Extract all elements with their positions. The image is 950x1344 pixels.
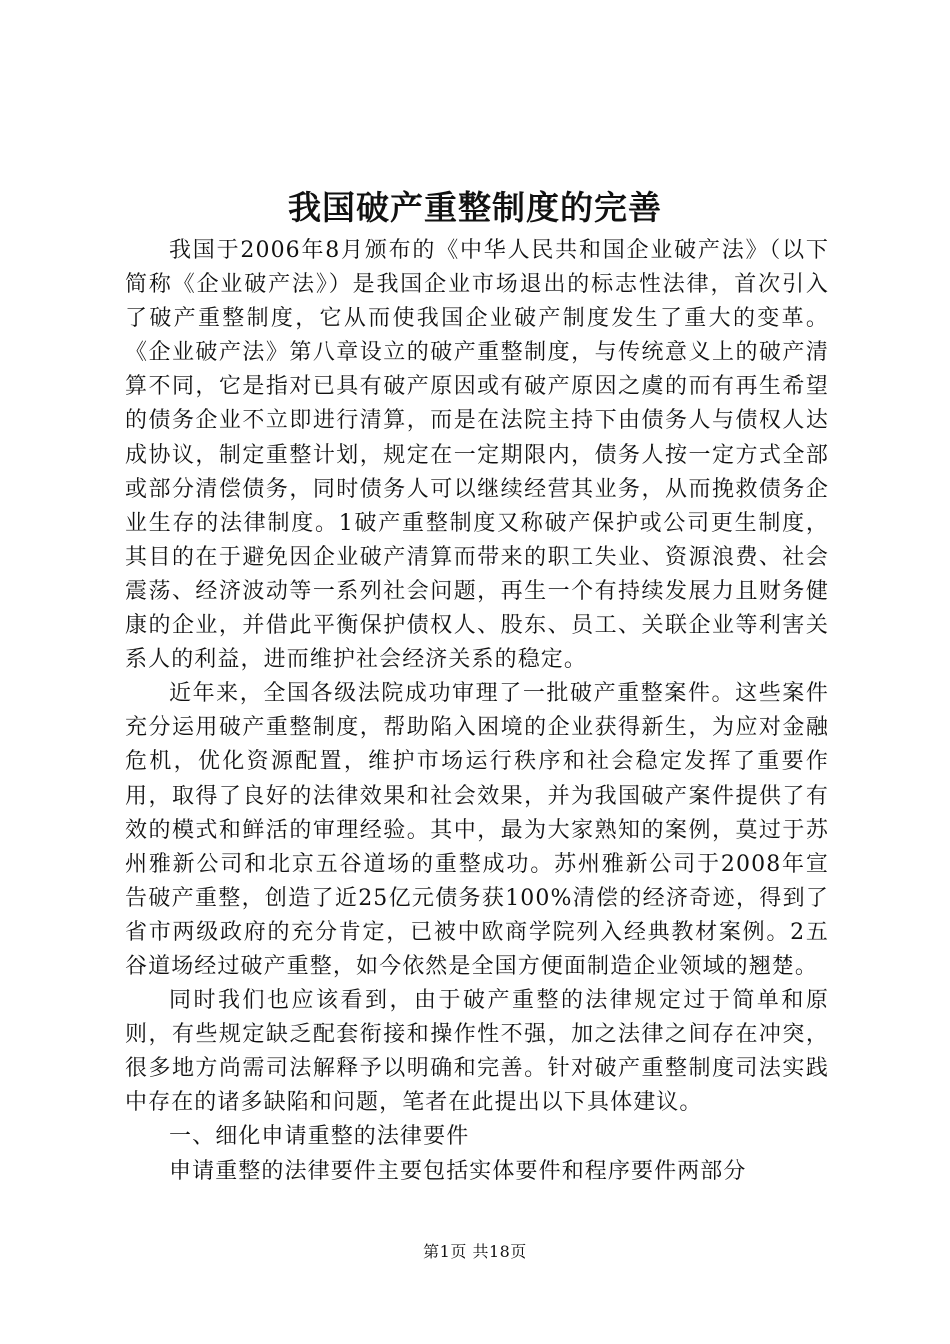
paragraph-2: 近年来，全国各级法院成功审理了一批破产重整案件。这些案件充分运用破产重整制度，帮助陷入困境的企业获得新生，为应对金融危机，优化资源配置，维护市场运行秩序和社会稳定发挥了重要作用，取得了良好的法律效果和社会效果，并为我国破产案件提供了有效的模式和鲜活的审理经验。其中，最为大家熟知的案例，莫过于苏州雅新公司和北京五谷道场的重整成功。苏州雅新公司于2008年宣告破产重整，创造了近25亿元债务获100%清偿的经济奇迹，得到了省市两级政府的充分肯定，已被中欧商学院列入经典教材案例。2五谷道场经过破产重整，如今依然是全国方便面制造企业领域的翘楚。 (125, 681, 829, 979)
paragraph-4: 申请重整的法律要件主要包括实体要件和程序要件两部分 (169, 1158, 747, 1184)
section-heading: 一、细化申请重整的法律要件 (169, 1124, 470, 1150)
paragraph-3: 同时我们也应该看到，由于破产重整的法律规定过于简单和原则，有些规定缺乏配套衔接和操作性不强，加之法律之间存在冲突，很多地方尚需司法解释予以明确和完善。针对破产重整制度司法实践中存在的诸多缺陷和问题，笔者在此提出以下具体建议。 (125, 988, 829, 1116)
document-body (125, 234, 829, 1189)
document-title: 我国破产重整制度的完善 (288, 188, 662, 227)
paragraph-1: 我国于2006年8月颁布的《中华人民共和国企业破产法》（以下简称《企业破产法》）是我国企业市场退出的标志性法律，首次引入了破产重整制度，它从而使我国企业破产制度发生了重大的变革。《企业破产法》第八章设立的破产重整制度，与传统意义上的破产清算不同，它是指对已具有破产原因或有破产原因之虞的而有再生希望的债务企业不立即进行清算，而是在法院主持下由债务人与债权人达成协议，制定重整计划，规定在一定期限内，债务人按一定方式全部或部分清偿债务，同时债务人可以继续经营其业务，从而挽救债务企业生存的法律制度。1破产重整制度又称破产保护或公司更生制度，其目的在于避免因企业破产清算而带来的职工失业、资源浪费、社会震荡、经济波动等一系列社会问题，再生一个有持续发展力且财务健康的企业，并借此平衡保护债权人、股东、员工、关联企业等利害关系人的利益，进而维护社会经济关系的稳定。 (125, 238, 829, 673)
page-number-footer: 第1页 共18页 (423, 1242, 527, 1261)
